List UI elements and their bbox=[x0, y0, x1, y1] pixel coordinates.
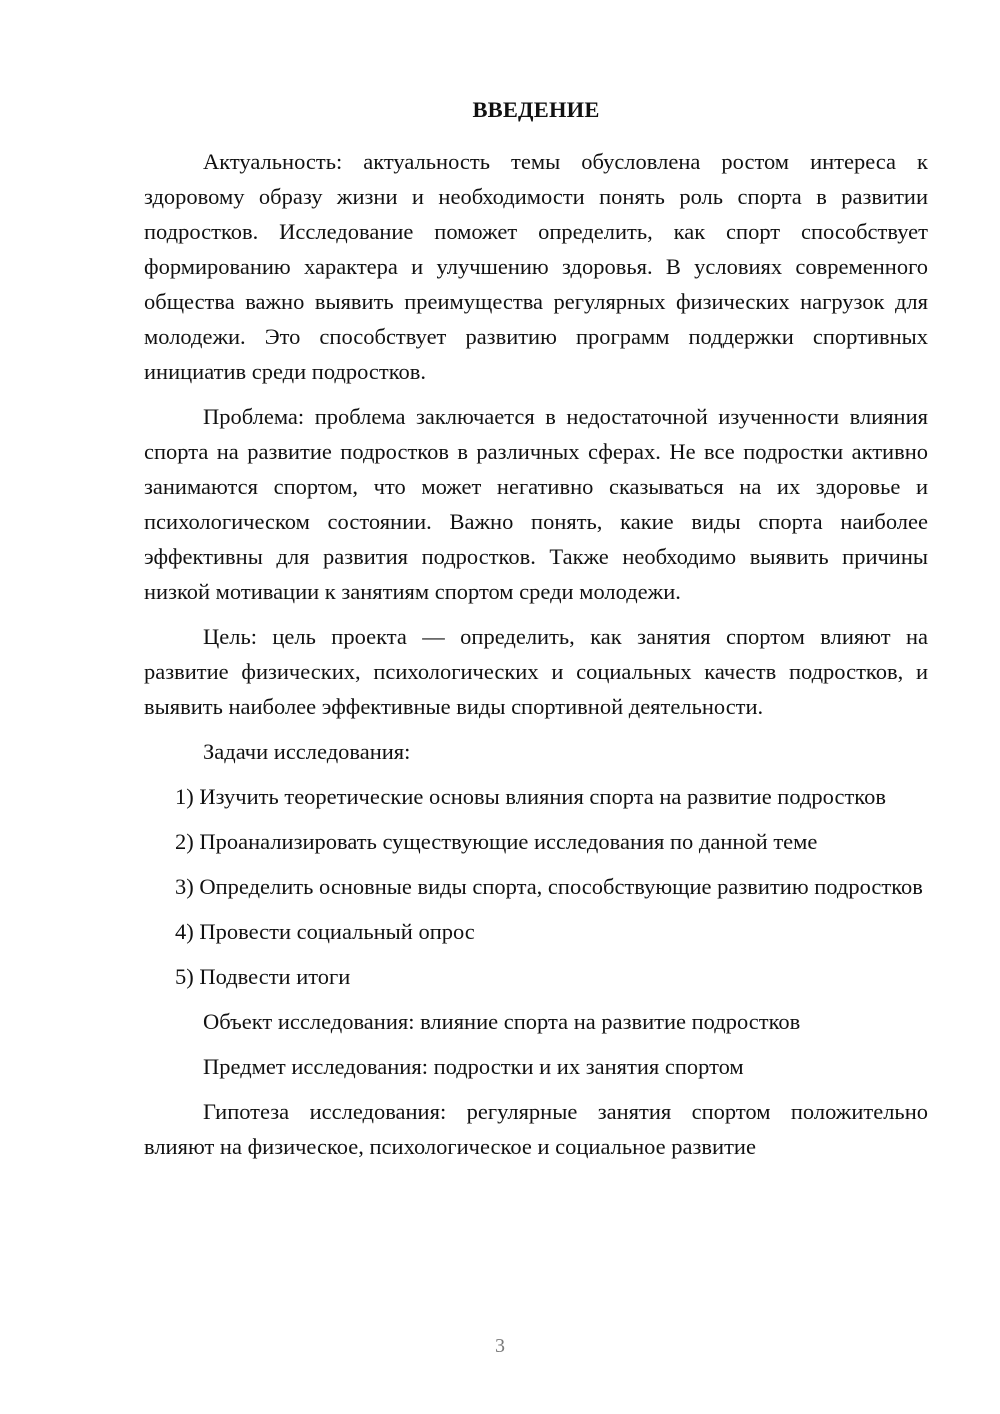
page-content bbox=[144, 92, 928, 1174]
task-item: 3) Определить основные виды спорта, способствующие развитию подростков bbox=[175, 874, 923, 899]
tasks-heading: Задачи исследования: bbox=[203, 739, 411, 764]
task-item: 5) Подвести итоги bbox=[175, 964, 351, 989]
page-number: 3 bbox=[495, 1335, 505, 1357]
problem-paragraph: Проблема: проблема заключается в недостаточной изученности влияния спорта на развитие подростков в различных сферах. Не все подростки активно занимаются спортом, что может негативно сказываться на их здоровье и психологическом состоянии. Важно понять, какие виды спорта наиболее эффективны для развития подростков. Также необходимо выявить причины низкой мотивации к занятиям спортом среди молодежи. bbox=[144, 404, 928, 604]
section-title: ВВЕДЕНИЕ bbox=[472, 97, 600, 122]
relevance-paragraph: Актуальность: актуальность темы обусловлена ростом интереса к здоровому образу жизни и необходимости понять роль спорта в развитии подростков. Исследование поможет определить, как спорт способствует формированию характера и улучшению здоровья. В условиях современного общества важно выявить преимущества регулярных физических нагрузок для молодежи. Это способствует развитию программ поддержки спортивных инициатив среди подростков. bbox=[144, 149, 928, 384]
task-item: 1) Изучить теоретические основы влияния спорта на развитие подростков bbox=[175, 784, 886, 809]
research-subject: Предмет исследования: подростки и их занятия спортом bbox=[203, 1054, 744, 1079]
research-object: Объект исследования: влияние спорта на развитие подростков bbox=[203, 1009, 801, 1034]
goal-paragraph: Цель: цель проекта — определить, как занятия спортом влияют на развитие физических, психологических и социальных качеств подростков, и выявить наиболее эффективные виды спортивной деятельности. bbox=[144, 624, 928, 719]
research-hypothesis: Гипотеза исследования: регулярные занятия спортом положительно влияют на физическое, психологическое и социальное развитие bbox=[144, 1099, 928, 1159]
task-item: 2) Проанализировать существующие исследования по данной теме bbox=[175, 829, 818, 854]
task-item: 4) Провести социальный опрос bbox=[175, 919, 475, 944]
